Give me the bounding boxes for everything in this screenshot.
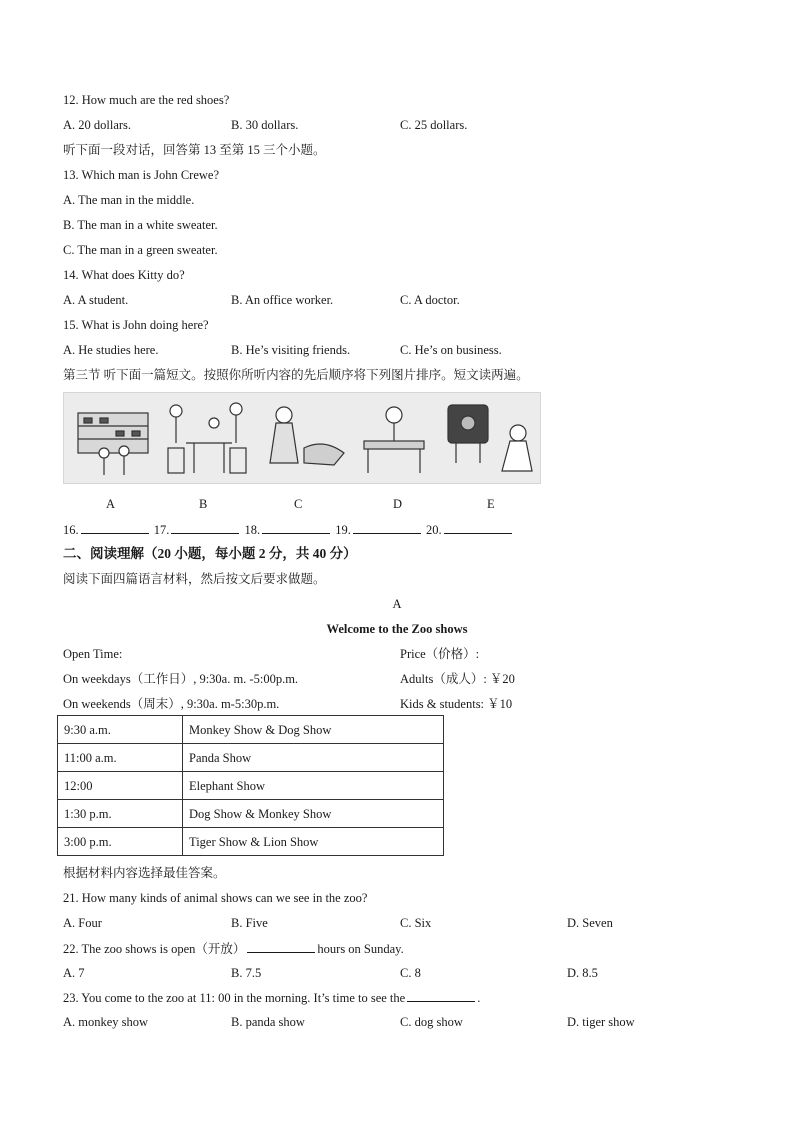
schedule-show: Monkey Show & Dog Show xyxy=(183,716,444,744)
q22-stem-after: hours on Sunday. xyxy=(317,942,404,956)
q15-option-b: B. He’s visiting friends. xyxy=(231,343,351,357)
q14-stem: 14. What does Kitty do? xyxy=(63,268,185,282)
dialog-instruction: 听下面一段对话，回答第 13 至第 15 三个小题。 xyxy=(63,143,326,157)
part-2-title: 二、阅读理解（20 小题，每小题 2 分，共 40 分） xyxy=(63,546,357,561)
blank-19-label: 19. xyxy=(335,523,351,537)
q13-option-a: A. The man in the middle. xyxy=(63,193,195,207)
schedule-show: Dog Show & Monkey Show xyxy=(183,800,444,828)
blank-20-label: 20. xyxy=(426,523,442,537)
picture-label-b: B xyxy=(199,497,208,511)
schedule-time: 11:00 a.m. xyxy=(58,744,183,772)
blank-20[interactable] xyxy=(444,521,512,534)
picture-e-tv-baby xyxy=(448,405,532,471)
schedule-time: 9:30 a.m. xyxy=(58,716,183,744)
adults-price: Adults（成人）: ￥20 xyxy=(400,672,515,686)
q21-option-d: D. Seven xyxy=(567,916,613,930)
picture-d-student-desk xyxy=(364,407,424,473)
passage-letter: A xyxy=(392,597,402,611)
choose-instruction: 根据材料内容选择最佳答案。 xyxy=(63,866,226,880)
q14-option-a: A. A student. xyxy=(63,293,129,307)
q21-option-b: B. Five xyxy=(231,916,268,930)
weekdays-hours: On weekdays（工作日）, 9:30a. m. -5:00p.m. xyxy=(63,672,299,686)
q23-option-b: B. panda show xyxy=(231,1015,305,1029)
weekends-hours: On weekends（周末）, 9:30a. m-5:30p.m. xyxy=(63,697,280,711)
table-row xyxy=(58,772,444,800)
picture-label-e: E xyxy=(487,497,495,511)
q12-option-b: B. 30 dollars. xyxy=(231,118,299,132)
blank-17-label: 17. xyxy=(153,523,170,537)
picture-b-family-table xyxy=(168,403,246,473)
answer-blanks-row xyxy=(63,521,514,538)
table-row xyxy=(58,828,444,856)
q14-option-b: B. An office worker. xyxy=(231,293,334,307)
q22-stem-before: 22. The zoo shows is open（开放） xyxy=(63,942,246,956)
blank-17[interactable] xyxy=(171,521,239,534)
q15-stem: 15. What is John doing here? xyxy=(63,318,209,332)
picture-strip xyxy=(63,392,541,484)
picture-strip-illustrations xyxy=(64,393,540,483)
passage-title: Welcome to the Zoo shows xyxy=(326,622,468,636)
q23-stem xyxy=(63,989,480,1006)
q22-option-b: B. 7.5 xyxy=(231,966,262,980)
q23-stem-after: . xyxy=(477,991,481,1005)
q21-stem: 21. How many kinds of animal shows can we see in the zoo? xyxy=(63,891,368,905)
price-label: Price（价格）: xyxy=(400,647,480,661)
q14-option-c: C. A doctor. xyxy=(400,293,460,307)
q22-answer-blank[interactable] xyxy=(247,940,315,953)
q22-option-c: C. 8 xyxy=(400,966,421,980)
picture-c-girl xyxy=(270,407,344,465)
q21-option-a: A. Four xyxy=(63,916,102,930)
picture-label-a: A xyxy=(106,497,116,511)
blank-16-label: 16. xyxy=(63,523,79,537)
q13-stem: 13. Which man is John Crewe? xyxy=(63,168,219,182)
q23-answer-blank[interactable] xyxy=(407,989,475,1002)
q23-option-d: D. tiger show xyxy=(567,1015,635,1029)
schedule-show: Panda Show xyxy=(183,744,444,772)
part-2-instruction: 阅读下面四篇语言材料，然后按文后要求做题。 xyxy=(63,572,326,586)
table-row xyxy=(58,800,444,828)
q21-option-c: C. Six xyxy=(400,916,432,930)
blank-18[interactable] xyxy=(262,521,330,534)
q23-option-a: A. monkey show xyxy=(63,1015,149,1029)
q15-option-c: C. He’s on business. xyxy=(400,343,502,357)
schedule-time: 1:30 p.m. xyxy=(58,800,183,828)
q15-option-a: A. He studies here. xyxy=(63,343,159,357)
q23-stem-before: 23. You come to the zoo at 11: 00 in the morning. It’s time to see the xyxy=(63,991,406,1005)
q22-stem xyxy=(63,940,404,957)
blank-19[interactable] xyxy=(353,521,421,534)
kids-price: Kids & students: ￥10 xyxy=(400,697,513,711)
section-3-instruction: 第三节 听下面一篇短文。按照你所听内容的先后顺序将下列图片排序。短文读两遍。 xyxy=(63,368,529,382)
picture-label-d: D xyxy=(393,497,403,511)
schedule-time: 12:00 xyxy=(58,772,183,800)
blank-18-label: 18. xyxy=(244,523,261,537)
table-row xyxy=(58,744,444,772)
schedule-show: Elephant Show xyxy=(183,772,444,800)
q13-option-c: C. The man in a green sweater. xyxy=(63,243,218,257)
q12-option-a: A. 20 dollars. xyxy=(63,118,132,132)
blank-16[interactable] xyxy=(81,521,149,534)
q22-option-d: D. 8.5 xyxy=(567,966,598,980)
schedule-show: Tiger Show & Lion Show xyxy=(183,828,444,856)
picture-label-c: C xyxy=(294,497,303,511)
q13-option-b: B. The man in a white sweater. xyxy=(63,218,218,232)
q12-stem: 12. How much are the red shoes? xyxy=(63,93,230,107)
schedule-time: 3:00 p.m. xyxy=(58,828,183,856)
q12-option-c: C. 25 dollars. xyxy=(400,118,468,132)
q23-option-c: C. dog show xyxy=(400,1015,463,1029)
table-row xyxy=(58,716,444,744)
picture-a-shoe-shop xyxy=(78,413,148,475)
open-time-label: Open Time: xyxy=(63,647,123,661)
q22-option-a: A. 7 xyxy=(63,966,85,980)
show-schedule-table xyxy=(57,715,444,856)
